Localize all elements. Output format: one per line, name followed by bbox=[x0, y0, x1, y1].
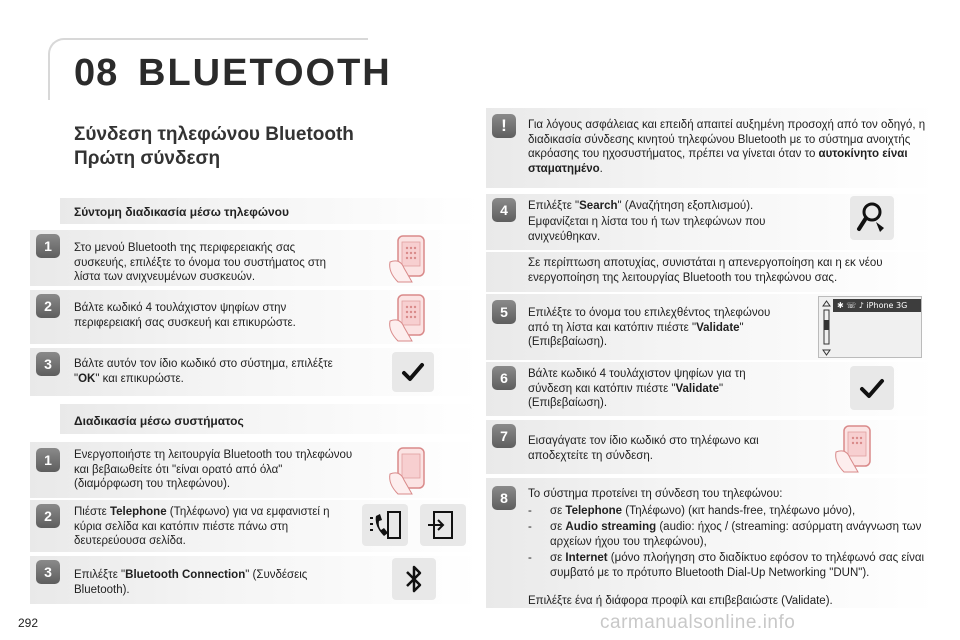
phone-hand-icon bbox=[380, 291, 450, 343]
search-button-box bbox=[850, 196, 894, 240]
page-number: 292 bbox=[18, 616, 39, 630]
check-icon-box bbox=[392, 352, 434, 392]
step-5-text: Επιλέξτε το όνομα του επιλεχθέντος τηλεφώνου από τη λίστα και κατόπιν πιέστε "Validate" (Επιβεβαίωση). bbox=[528, 307, 771, 348]
step-badge: 1 bbox=[36, 448, 60, 472]
secondary-page-icon bbox=[420, 504, 466, 546]
chapter-number: 08 bbox=[74, 52, 119, 94]
secondary-page-button-box bbox=[420, 504, 466, 546]
profile-telephone: - σε Telephone (Τηλέφωνο) (κιτ hands-free, τηλέφωνο μόνο), bbox=[528, 505, 856, 517]
step-badge: 6 bbox=[492, 366, 516, 390]
step-badge: 4 bbox=[492, 198, 516, 222]
phone-hand-icon bbox=[380, 444, 450, 496]
page-subtitle: Πρώτη σύνδεση bbox=[74, 148, 221, 169]
watermark: carmanualsonline.info bbox=[600, 612, 796, 633]
step-8-intro: Το σύστημα προτείνει τη σύνδεση του τηλεφώνου: bbox=[528, 488, 783, 500]
bluetooth-profile-icons: ✱ ☏ ♪ bbox=[837, 301, 867, 310]
phone-step-3-text: Βάλτε αυτόν τον ίδιο κωδικό στο σύστημα, επιλέξτε "OK" και επικυρώστε. bbox=[74, 358, 333, 385]
bluetooth-button-box bbox=[392, 558, 436, 600]
phone-section-title: Σύντομη διαδικασία μέσω τηλεφώνου bbox=[74, 205, 289, 219]
step-badge: 2 bbox=[36, 504, 60, 528]
device-list-item bbox=[833, 299, 921, 312]
step-badge: 1 bbox=[36, 234, 60, 258]
warning-text: Για λόγους ασφάλειας και επειδή απαιτεί αυξημένη προσοχή από τον οδηγό, η διαδικασία σύνδεσης κινητού τηλεφώνου Bluetooth με το σύστημα ανοιχτής ακρόασης του ηχοσυστήματος, πρέπει να γίνεται όταν το αυτοκίνητο είναι σταματημένο. bbox=[528, 119, 926, 175]
step-4-detail: Εμφανίζεται η λίστα του ή των τηλεφώνων που ανιχνεύθηκαν. bbox=[528, 216, 766, 243]
step-4-text: Επιλέξτε "Search" (Αναζήτηση εξοπλισμού). bbox=[528, 200, 754, 212]
step-badge: 8 bbox=[492, 486, 516, 510]
system-step-3-text: Επιλέξτε "Bluetooth Connection" (Συνδέσεις Bluetooth). bbox=[74, 569, 308, 596]
step-7-text: Εισαγάγατε τον ίδιο κωδικό στο τηλέφωνο και αποδεχτείτε τη σύνδεση. bbox=[528, 435, 759, 462]
system-step-1-text: Ενεργοποιήστε τη λειτουργία Bluetooth του τηλεφώνου και βεβαιωθείτε ότι "είναι ορατό από όλα" (διαμόρφωση του τηλεφώνου). bbox=[74, 449, 353, 490]
phone-hand-icon bbox=[380, 232, 450, 284]
bluetooth-icon bbox=[392, 558, 436, 600]
phone-book-icon bbox=[362, 504, 408, 546]
profile-internet: - σε Internet (μόνο πλοήγηση στο διαδίκτυο εφόσον το τηλέφωνό σας είναι συμβατό με το πρότυπο Bluetooth Dial-Up Networking "DUN"). bbox=[528, 552, 925, 579]
system-section-title: Διαδικασία μέσω συστήματος bbox=[74, 414, 244, 428]
scrollbar-icon bbox=[822, 300, 831, 356]
device-name: iPhone 3G bbox=[866, 301, 908, 310]
checkmark-icon bbox=[392, 352, 434, 392]
phone-step-1-text: Στο μενού Bluetooth της περιφερειακής σας συσκευής, επιλέξτε το όνομα του συστήματος στη λίστα των ανιχνευμένων συσκευών. bbox=[74, 242, 326, 283]
warning-badge: ! bbox=[492, 114, 516, 138]
search-device-icon bbox=[850, 196, 894, 240]
profile-audio-streaming: - σε Audio streaming (audio: ήχος / (streaming: ασύρματη ανάγνωση των αρχείων ήχου του τηλεφώνου), bbox=[528, 521, 922, 548]
step-badge: 7 bbox=[492, 424, 516, 448]
chapter-title: BLUETOOTH bbox=[138, 52, 392, 94]
step-badge: 5 bbox=[492, 300, 516, 324]
step-8-outro: Επιλέξτε ένα ή διάφορα προφίλ και επιβεβαιώστε (Validate). bbox=[528, 595, 833, 607]
failure-note-text: Σε περίπτωση αποτυχίας, συνιστάται η απενεργοποίηση και η εκ νέου ενεργοποίηση της λειτουργίας Bluetooth του τηλεφώνου σας. bbox=[528, 257, 883, 284]
checkmark-icon bbox=[850, 366, 894, 410]
step-badge: 3 bbox=[36, 560, 60, 584]
system-step-2-text: Πιέστε Telephone (Τηλέφωνο) για να εμφανιστεί η κύρια σελίδα και κατόπιν πιέστε πάνω στη δευτερεύουσα σελίδα. bbox=[74, 506, 330, 547]
device-list-screen bbox=[818, 296, 922, 358]
phone-hand-icon bbox=[826, 422, 896, 474]
step-6-text: Βάλτε κωδικό 4 τουλάχιστον ψηφίων για τη σύνδεση και κατόπιν πιέστε "Validate" (Επιβεβαίωση). bbox=[528, 368, 746, 409]
page-title: Σύνδεση τηλεφώνου Bluetooth bbox=[74, 124, 354, 145]
check-icon-box bbox=[850, 366, 894, 410]
telephone-button-box bbox=[362, 504, 408, 546]
step-badge: 2 bbox=[36, 294, 60, 318]
step-badge: 3 bbox=[36, 352, 60, 376]
phone-step-2-text: Βάλτε κωδικό 4 τουλάχιστον ψηφίων στην περιφερειακή σας συσκευή και επικυρώστε. bbox=[74, 302, 296, 329]
